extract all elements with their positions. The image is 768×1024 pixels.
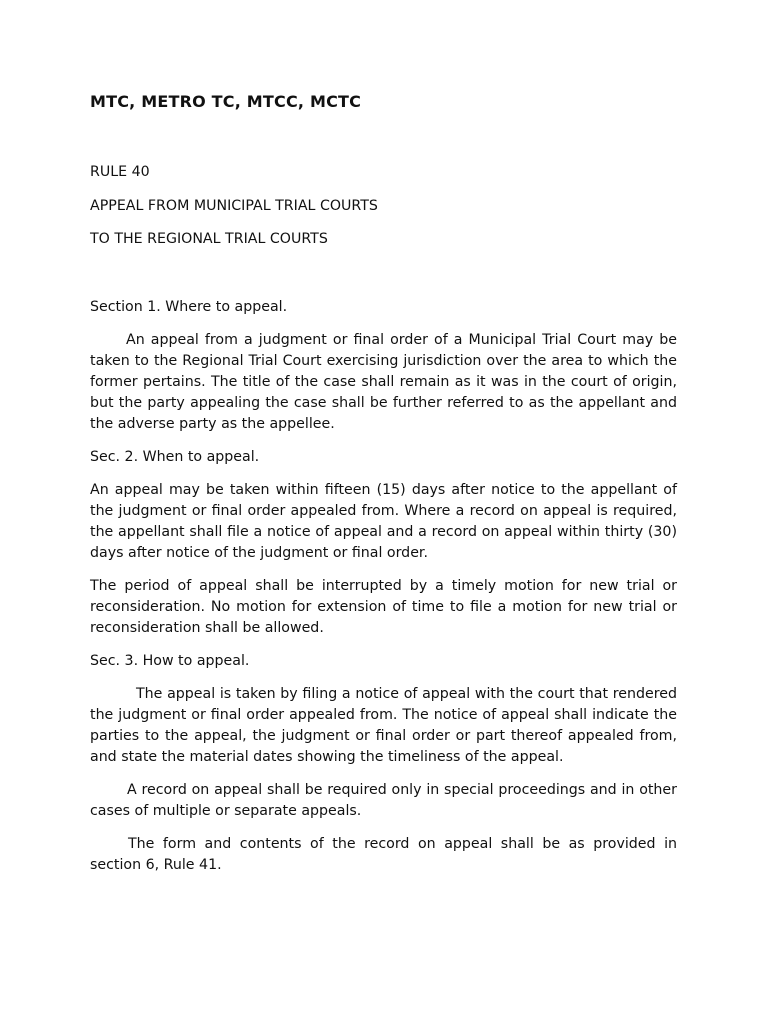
section-3-paragraph-3: The form and contents of the record on appeal shall be as provided in section 6, Rule 41. bbox=[90, 836, 677, 873]
section-3-paragraph-2: A record on appeal shall be required only in special proceedings and in other cases of multiple or separate appeals. bbox=[90, 782, 677, 819]
section-2-label: Sec. 2. When to appeal. bbox=[90, 449, 260, 465]
section-3-paragraph-1: The appeal is taken by filing a notice of appeal with the court that rendered the judgment or final order appealed from. The notice of appeal shall indicate the parties to the appeal, the judgment or final order or part thereof appealed from, and state the material dates showing the timeliness of the appeal. bbox=[90, 686, 677, 765]
document-body bbox=[90, 297, 677, 888]
rule-heading-line-2: TO THE REGIONAL TRIAL COURTS bbox=[90, 231, 328, 247]
section-3-label: Sec. 3. How to appeal. bbox=[90, 653, 250, 669]
document-title: MTC, METRO TC, MTCC, MCTC bbox=[90, 92, 362, 111]
section-1-paragraph-1: An appeal from a judgment or final order of a Municipal Trial Court may be taken to the Regional Trial Court exercising jurisdiction over the area to which the former pertains. The title of the case shall remain as it was in the court of origin, but the party appealing the case shall be further referred to as the appellant and the adverse party as the appellee. bbox=[90, 332, 677, 432]
rule-number: RULE 40 bbox=[90, 164, 150, 180]
section-1-label: Section 1. Where to appeal. bbox=[90, 299, 288, 315]
section-2-paragraph-1: An appeal may be taken within fifteen (15) days after notice to the appellant of the judgment or final order appealed from. Where a record on appeal is required, the appellant shall file a notice of appeal and a record on appeal within thirty (30) days after notice of the judgment or final order. bbox=[90, 482, 677, 561]
section-2-paragraph-2: The period of appeal shall be interrupted by a timely motion for new trial or reconsideration. No motion for extension of time to file a motion for new trial or reconsideration shall be allowed. bbox=[90, 578, 677, 636]
rule-heading-line-1: APPEAL FROM MUNICIPAL TRIAL COURTS bbox=[90, 198, 378, 214]
